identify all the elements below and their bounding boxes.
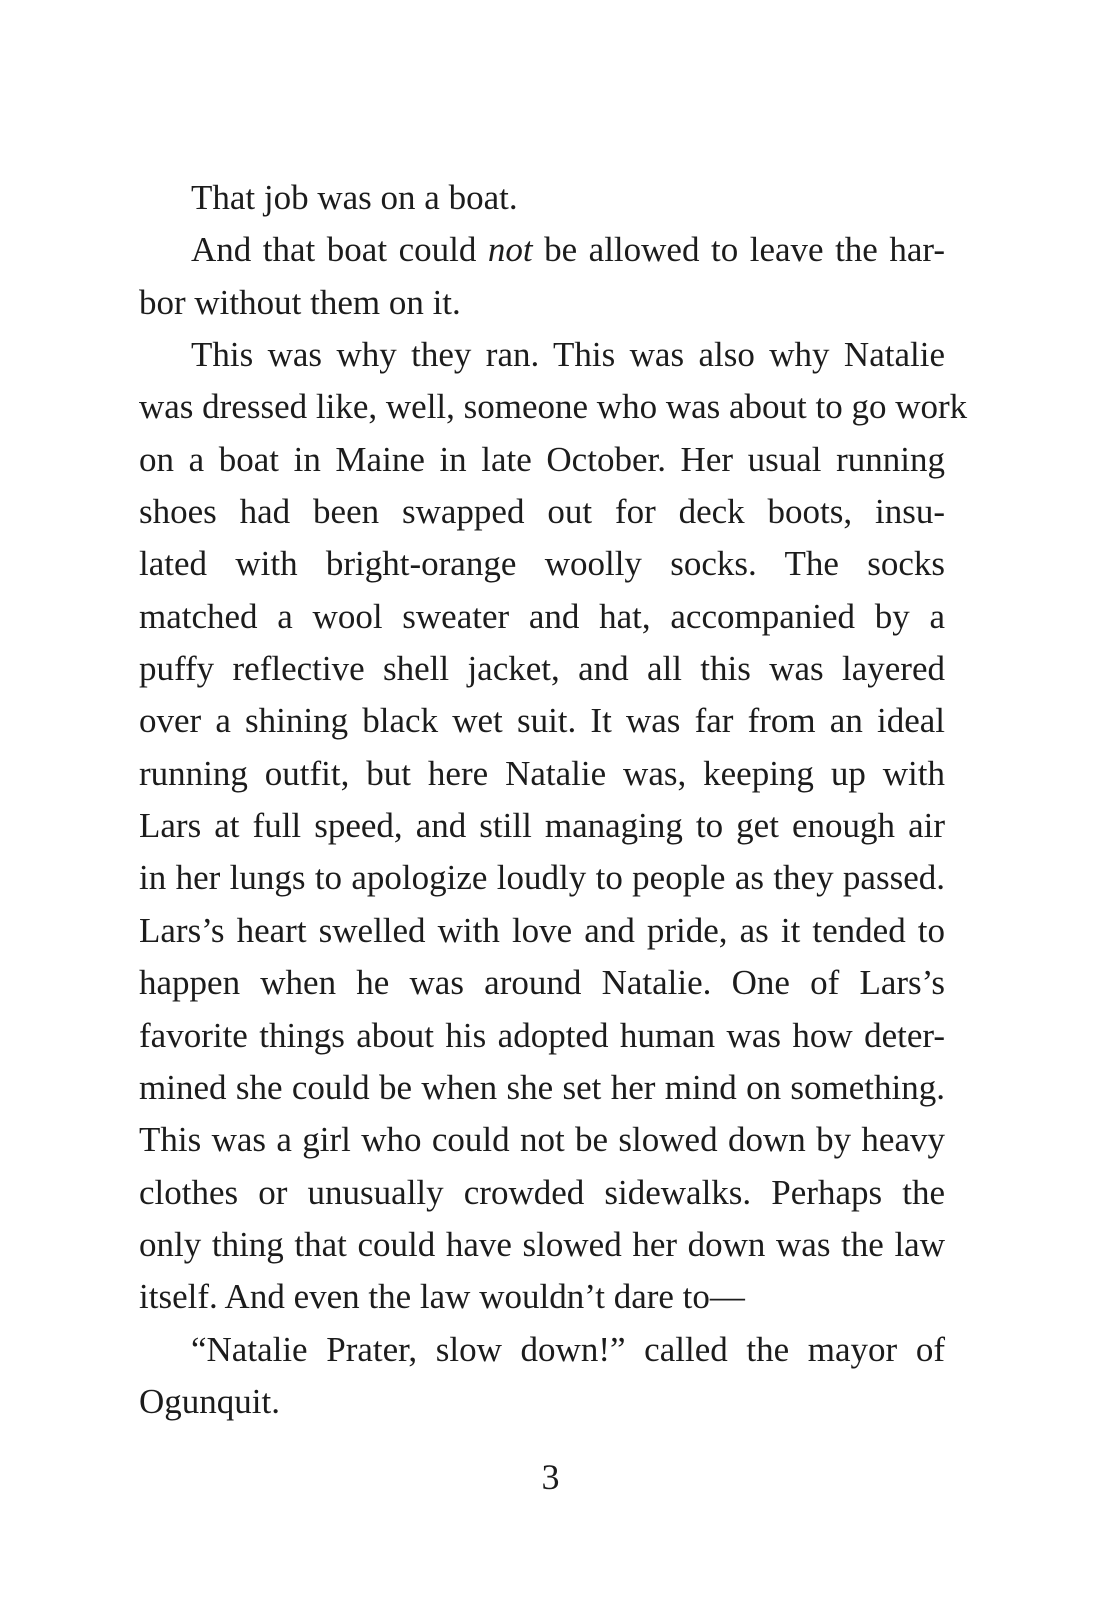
page-number: 3 bbox=[541, 1457, 560, 1497]
text-line: over a shining black wet suit. It was far from an ideal bbox=[139, 701, 945, 741]
text-line: This was a girl who could not be slowed down by heavy bbox=[139, 1120, 945, 1160]
text-line: That job was on a boat. bbox=[191, 178, 518, 217]
text-line: only thing that could have slowed her down was the law bbox=[139, 1224, 945, 1264]
text-line: on a boat in Maine in late October. Her usual running bbox=[139, 439, 945, 479]
text-line: favorite things about his adopted human was how deter- bbox=[139, 1015, 945, 1055]
text-line: shoes had been swapped out for deck boots, insu- bbox=[139, 492, 945, 532]
text-line: puffy reflective shell jacket, and all this was layered bbox=[139, 649, 945, 689]
text-line: running outfit, but here Natalie was, keeping up with bbox=[139, 753, 945, 793]
text-line: was dressed like, well, someone who was about to go work bbox=[139, 387, 968, 427]
text-line: matched a wool sweater and hat, accompanied by a bbox=[139, 596, 945, 636]
text-segment: be allowed to leave the har- bbox=[532, 230, 945, 270]
text-line: clothes or unusually crowded sidewalks. Perhaps the bbox=[139, 1172, 945, 1212]
text-line: This was why they ran. This was also why Natalie bbox=[191, 335, 945, 375]
text-line: in her lungs to apologize loudly to people as they passed. bbox=[139, 858, 945, 898]
text-line: itself. And even the law wouldn’t dare to— bbox=[139, 1277, 745, 1317]
text-segment: And that boat could bbox=[191, 230, 488, 270]
text-line: lated with bright-orange woolly socks. The socks bbox=[139, 544, 945, 584]
body-text bbox=[139, 172, 968, 1428]
text-line: mined she could be when she set her mind on something. bbox=[139, 1067, 945, 1107]
text-line bbox=[139, 224, 945, 276]
text-line: bor without them on it. bbox=[139, 282, 461, 322]
text-line: “Natalie Prater, slow down!” called the mayor of bbox=[191, 1329, 945, 1369]
emphasis-text: not bbox=[487, 230, 533, 270]
text-line: Lars’s heart swelled with love and pride, as it tended to bbox=[139, 910, 945, 950]
text-line: Lars at full speed, and still managing to get enough air bbox=[139, 806, 945, 846]
text-line: happen when he was around Natalie. One of Lars’s bbox=[139, 963, 945, 1003]
text-line: Ogunquit. bbox=[139, 1381, 280, 1421]
